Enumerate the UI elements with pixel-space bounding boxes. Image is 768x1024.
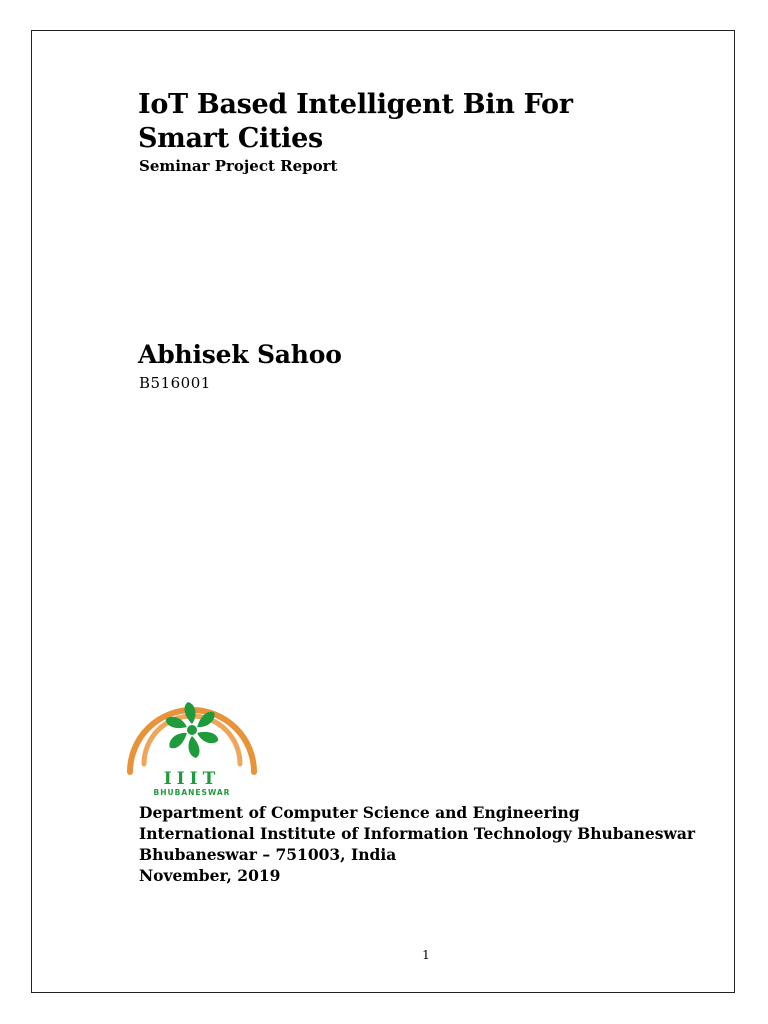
department-line: Department of Computer Science and Engineering — [139, 803, 580, 822]
author-name: Abhisek Sahoo — [138, 340, 342, 369]
date-line: November, 2019 — [139, 866, 281, 885]
report-title — [138, 88, 658, 156]
institute-logo — [114, 660, 270, 800]
report-title-line-1: IoT Based Intelligent Bin For — [138, 89, 573, 120]
address-line: Bhubaneswar – 751003, India — [139, 845, 397, 864]
roll-number: B516001 — [139, 374, 211, 392]
institute-line: International Institute of Information Technology Bhubaneswar — [139, 824, 696, 843]
logo-name-text: IIIT — [163, 769, 221, 789]
report-subtitle: Seminar Project Report — [139, 157, 338, 175]
page-number: 1 — [422, 948, 430, 962]
logo-subtext: BHUBANESWAR — [153, 788, 231, 797]
affiliation-block — [139, 802, 695, 886]
report-title-line-2: Smart Cities — [138, 123, 323, 154]
